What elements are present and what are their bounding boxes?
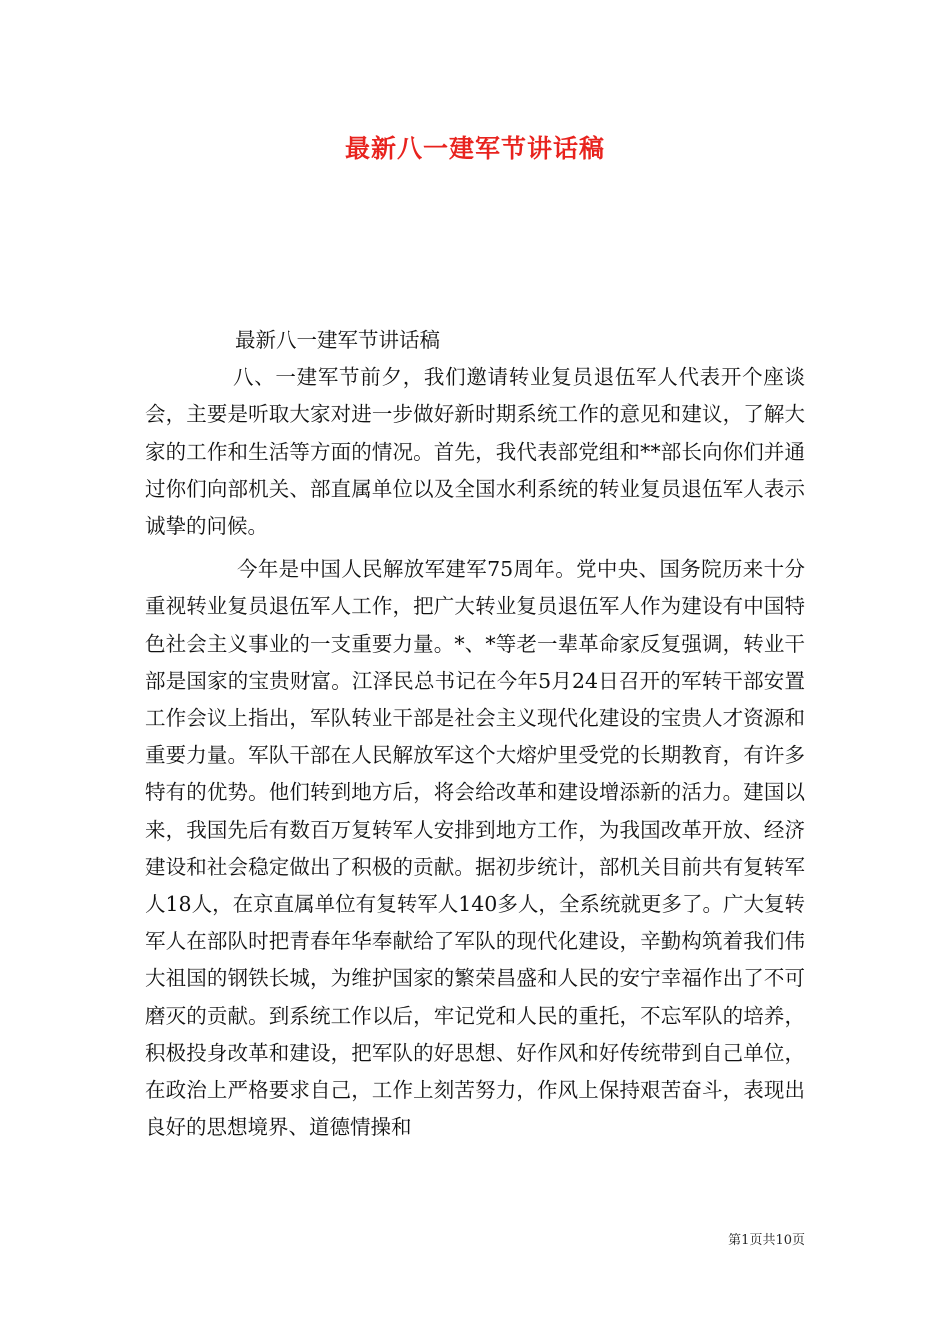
body-paragraph-2: 今年是中国人民解放军建军75周年。党中央、国务院历来十分重视转业复员退伍军人工作，把广大转业复员退伍军人作为建设有中国特色社会主义事业的一支重要力量。*、*等老一辈革命家反复强调，转业干部是国家的宝贵财富。江泽民总书记在今年5月24日召开的军转干部安置工作会议上指出，军队转业干部是社会主义现代化建设的宝贵人才资源和重要力量。军队干部在人民解放军这个大熔炉里受党的长期教育，有许多特有的优势。他们转到地方后，将会给改革和建设增添新的活力。建国以来，我国先后有数百万复转军人安排到地方工作，为我国改革开放、经济建设和社会稳定做出了积极的贡献。据初步统计，部机关目前共有复转军人18人，在京直属单位有复转军人140多人，全系统就更多了。广大复转军人在部队时把青春年华奉献给了军队的现代化建设，辛勤构筑着我们伟大祖国的钢铁长城，为维护国家的繁荣昌盛和人民的安宁幸福作出了不可磨灭的贡献。到系统工作以后，牢记党和人民的重托，不忘军队的培养，积极投身改革和建设，把军队的好思想、好作风和好传统带到自己单位，在政治上严格要求自己，工作上刻苦努力，作风上保持艰苦奋斗，表现出良好的思想境界、道德情操和 — [145, 557, 805, 1140]
document-subtitle: 最新八一建军节讲话稿 — [235, 328, 440, 352]
body-paragraph-1: 八、一建军节前夕，我们邀请转业复员退伍军人代表开个座谈会，主要是听取大家对进一步做好新时期系统工作的意见和建议，了解大家的工作和生活等方面的情况。首先，我代表部党组和**部长向你们并通过你们向部机关、部直属单位以及全国水利系统的转业复员退伍军人表示诚挚的问候。 — [145, 365, 805, 539]
page-number-footer: 第1页共10页 — [728, 1233, 805, 1248]
document-title: 最新八一建军节讲话稿 — [344, 134, 605, 163]
document-body — [145, 322, 805, 1146]
